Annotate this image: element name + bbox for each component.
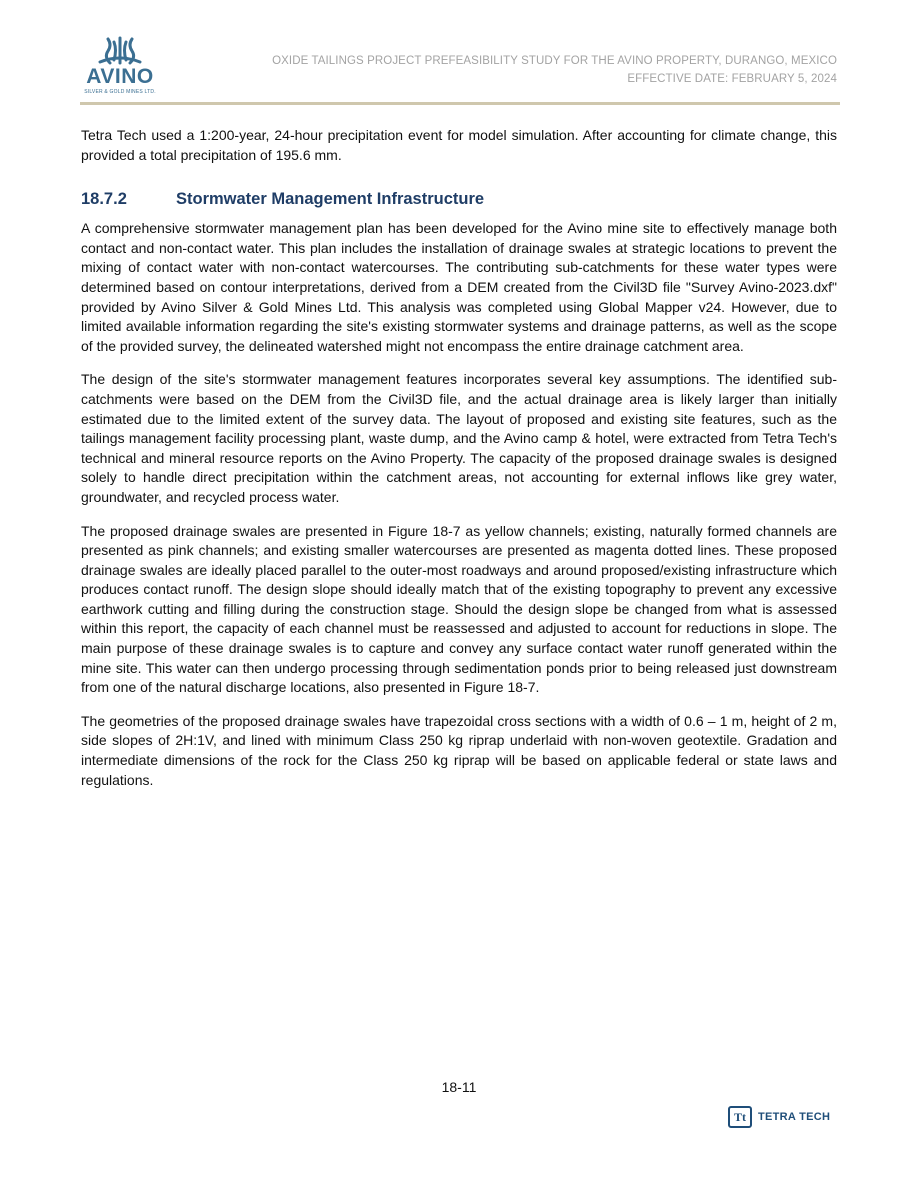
body-paragraph: The geometries of the proposed drainage swales have trapezoidal cross sections with a width of 0.6 – 1 m, height of 2 m, side slopes of 2H:1V, and lined with minimum Class 250 kg riprap underlaid with non-woven geotextile. Gradation and intermediate dimensions of the rock for the Class 250 kg riprap will be based on applicable federal or state laws and regulations. (81, 712, 837, 788)
body-paragraph: The proposed drainage swales are presented in Figure 18-7 as yellow channels; existing, naturally formed channels are presented as pink channels; and existing smaller watercourses are presented as magenta dotted lines. These proposed drainage swales are ideally placed parallel to the outer-most roadways and around proposed/existing infrastructure which produces contact runoff. The design slope should ideally match that of the existing topography to prevent any excessive earthwork cutting and filling during the construction stage. Should the design slope be changed from what is assessed within this report, the capacity of each channel must be reassessed and adjusted to account for reductions in slope. The main purpose of these drainage swales is to capture and convey any surface contact water runoff generated within the mine site. This water can then undergo processing through sedimentation ponds prior to being released just downstream from one of the natural discharge locations, also presented in Figure 18-7. (81, 522, 837, 696)
tetra-tech-logo (728, 1104, 830, 1130)
header-effective-date: EFFECTIVE DATE: FEBRUARY 5, 2024 (627, 73, 837, 85)
page-number: 18-11 (441, 1079, 477, 1095)
intro-paragraph: Tetra Tech used a 1:200-year, 24-hour precipitation event for model simulation. After accounting for climate change, this provided a total precipitation of 195.6 mm. (81, 127, 837, 163)
avino-emblem-icon (84, 36, 156, 66)
avino-logo (84, 36, 156, 98)
section-number: 18.7.2 (81, 190, 127, 209)
body-paragraph: A comprehensive stormwater management plan has been developed for the Avino mine site to effectively manage both contact and non-contact water. This plan includes the installation of drainage swales at strategic locations to prevent the mixing of contact water with non-contact watercourses. The contributing sub-catchments for these water types were determined based on contour interpretations, derived from a DEM created from the Civil3D file "Survey Avino-2023.dxf" provided by Avino Silver & Gold Mines Ltd. This analysis was completed using Global Mapper v24. However, due to limited available information regarding the site's existing stormwater systems and drainage patterns, as well as the scope of the provided survey, the delineated watershed might not encompass the entire drainage catchment area. (81, 220, 837, 354)
avino-logo-name: AVINO (86, 65, 154, 88)
page-body (81, 126, 837, 804)
section-heading (81, 189, 837, 209)
running-header (272, 52, 837, 88)
body-paragraph: The design of the site's stormwater management features incorporates several key assumptions. The identified sub-catchments were based on the DEM from the Civil3D file, and the actual drainage area is likely larger than initially estimated due to the limited extent of the survey data. The layout of proposed and existing site features, such as the tailings management facility processing plant, waste dump, and the Avino camp & hotel, were extracted from Tetra Tech's technical and mineral resource reports on the Avino Property. The capacity of the proposed drainage swales is designed solely to handle direct precipitation within the catchment areas, not accounting for external inflows like grey water, groundwater, and recycled process water. (81, 371, 837, 505)
section-title: Stormwater Management Infrastructure (176, 190, 485, 209)
header-title: OXIDE TAILINGS PROJECT PREFEASIBILITY STUDY FOR THE AVINO PROPERTY, DURANGO, MEXICO (272, 55, 837, 67)
header-divider (80, 102, 840, 105)
avino-logo-tagline: SILVER & GOLD MINES LTD. (84, 89, 156, 95)
tetra-tech-name: TETRA TECH (758, 1111, 831, 1123)
tetra-tech-mark-icon: Tt (728, 1106, 752, 1128)
